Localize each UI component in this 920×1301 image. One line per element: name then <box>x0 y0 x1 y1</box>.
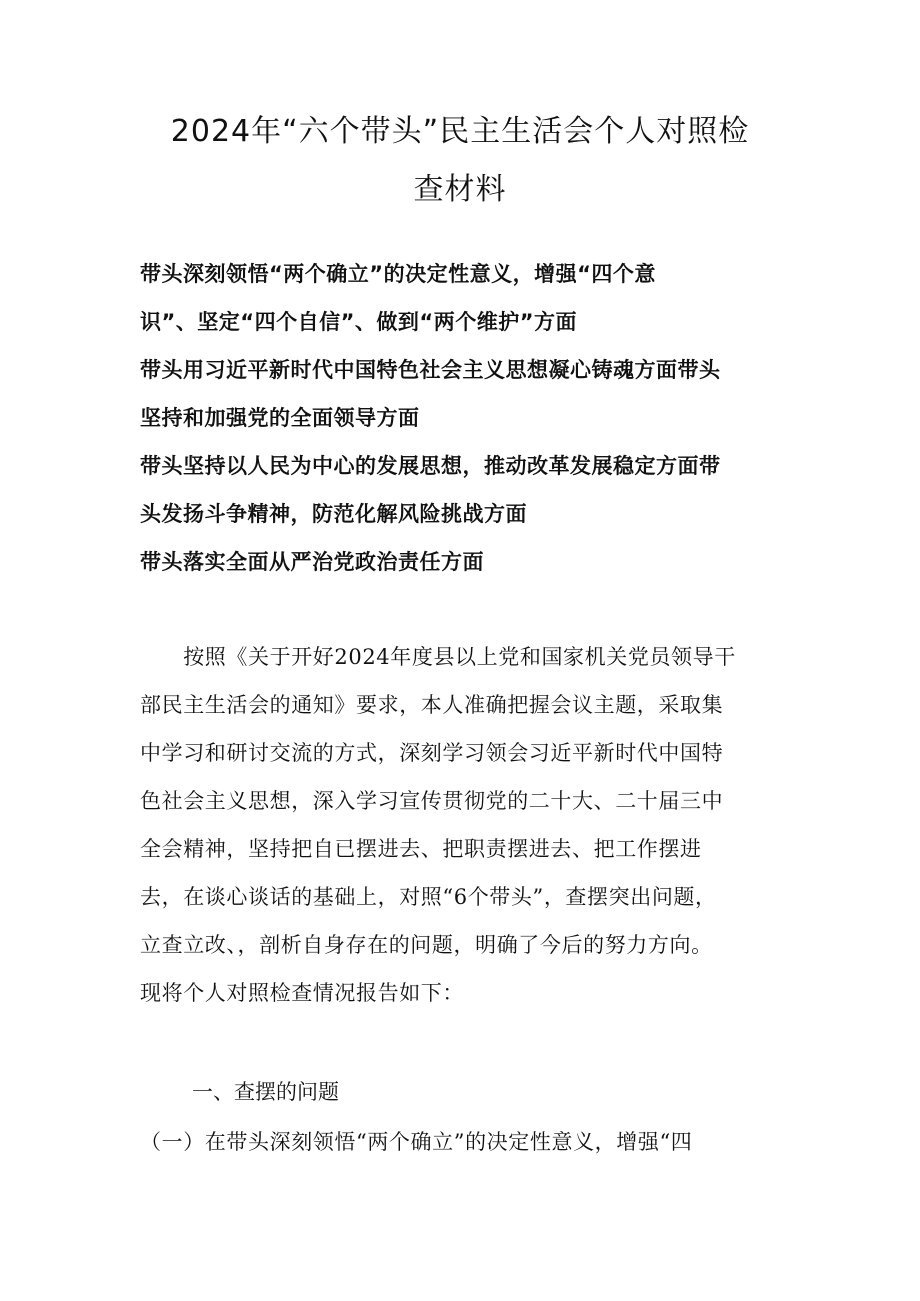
title-line-1: 2024年“六个带头”民主生活会个人对照检 <box>170 114 750 149</box>
paragraph-line: 现将个人对照检查情况报告如下： <box>140 981 464 1005</box>
toc-line: 带头坚持以人民为中心的发展思想，推动改革发展稳定方面带 <box>140 454 721 478</box>
toc-line: 带头用习近平新时代中国特色社会主义思想凝心铸魂方面带头 <box>140 358 721 382</box>
paragraph-line: 去，在谈心谈话的基础上，对照“6个带头”，查摆突出问题， <box>140 885 717 909</box>
toc-line: 带头落实全面从严治党政治责任方面 <box>140 550 484 574</box>
paragraph-line: 按照《关于开好2024年度县以上党和国家机关党员领导干 <box>140 645 736 669</box>
paragraph-line: 全会精神，坚持把自已摆进去、把职责摆进去、把工作摆进 <box>140 837 702 861</box>
toc-line: 头发扬斗争精神，防范化解风险挑战方面 <box>140 502 527 526</box>
intro-paragraph <box>140 633 780 1017</box>
toc-line: 识”、坚定“四个自信”、做到“两个维护”方面 <box>140 310 578 334</box>
toc-line: 坚持和加强党的全面领导方面 <box>140 406 420 430</box>
paragraph-line: 立查立改、，剖析自身存在的问题，明确了今后的努力方向。 <box>140 933 713 957</box>
table-of-contents <box>140 250 790 586</box>
title-line-2: 查材料 <box>413 172 507 207</box>
toc-line: 带头深刻领悟“两个确立”的决定性意义，增强“四个意 <box>140 262 656 286</box>
paragraph-line: 中学习和研讨交流的方式，深刻学习领会习近平新时代中国特 <box>140 741 724 765</box>
paragraph-line: 部民主生活会的通知》要求，本人准确把握会议主题，采取集 <box>140 693 724 717</box>
sub-heading: （一）在带头深刻领悟“两个确立”的决定性意义，增强“四 <box>140 1130 693 1154</box>
paragraph-line: 色社会主义思想，深入学习宣传贯彻党的二十大、二十届三中 <box>140 789 724 813</box>
section-heading: 一、查摆的问题 <box>192 1080 339 1104</box>
document-title <box>130 103 790 219</box>
